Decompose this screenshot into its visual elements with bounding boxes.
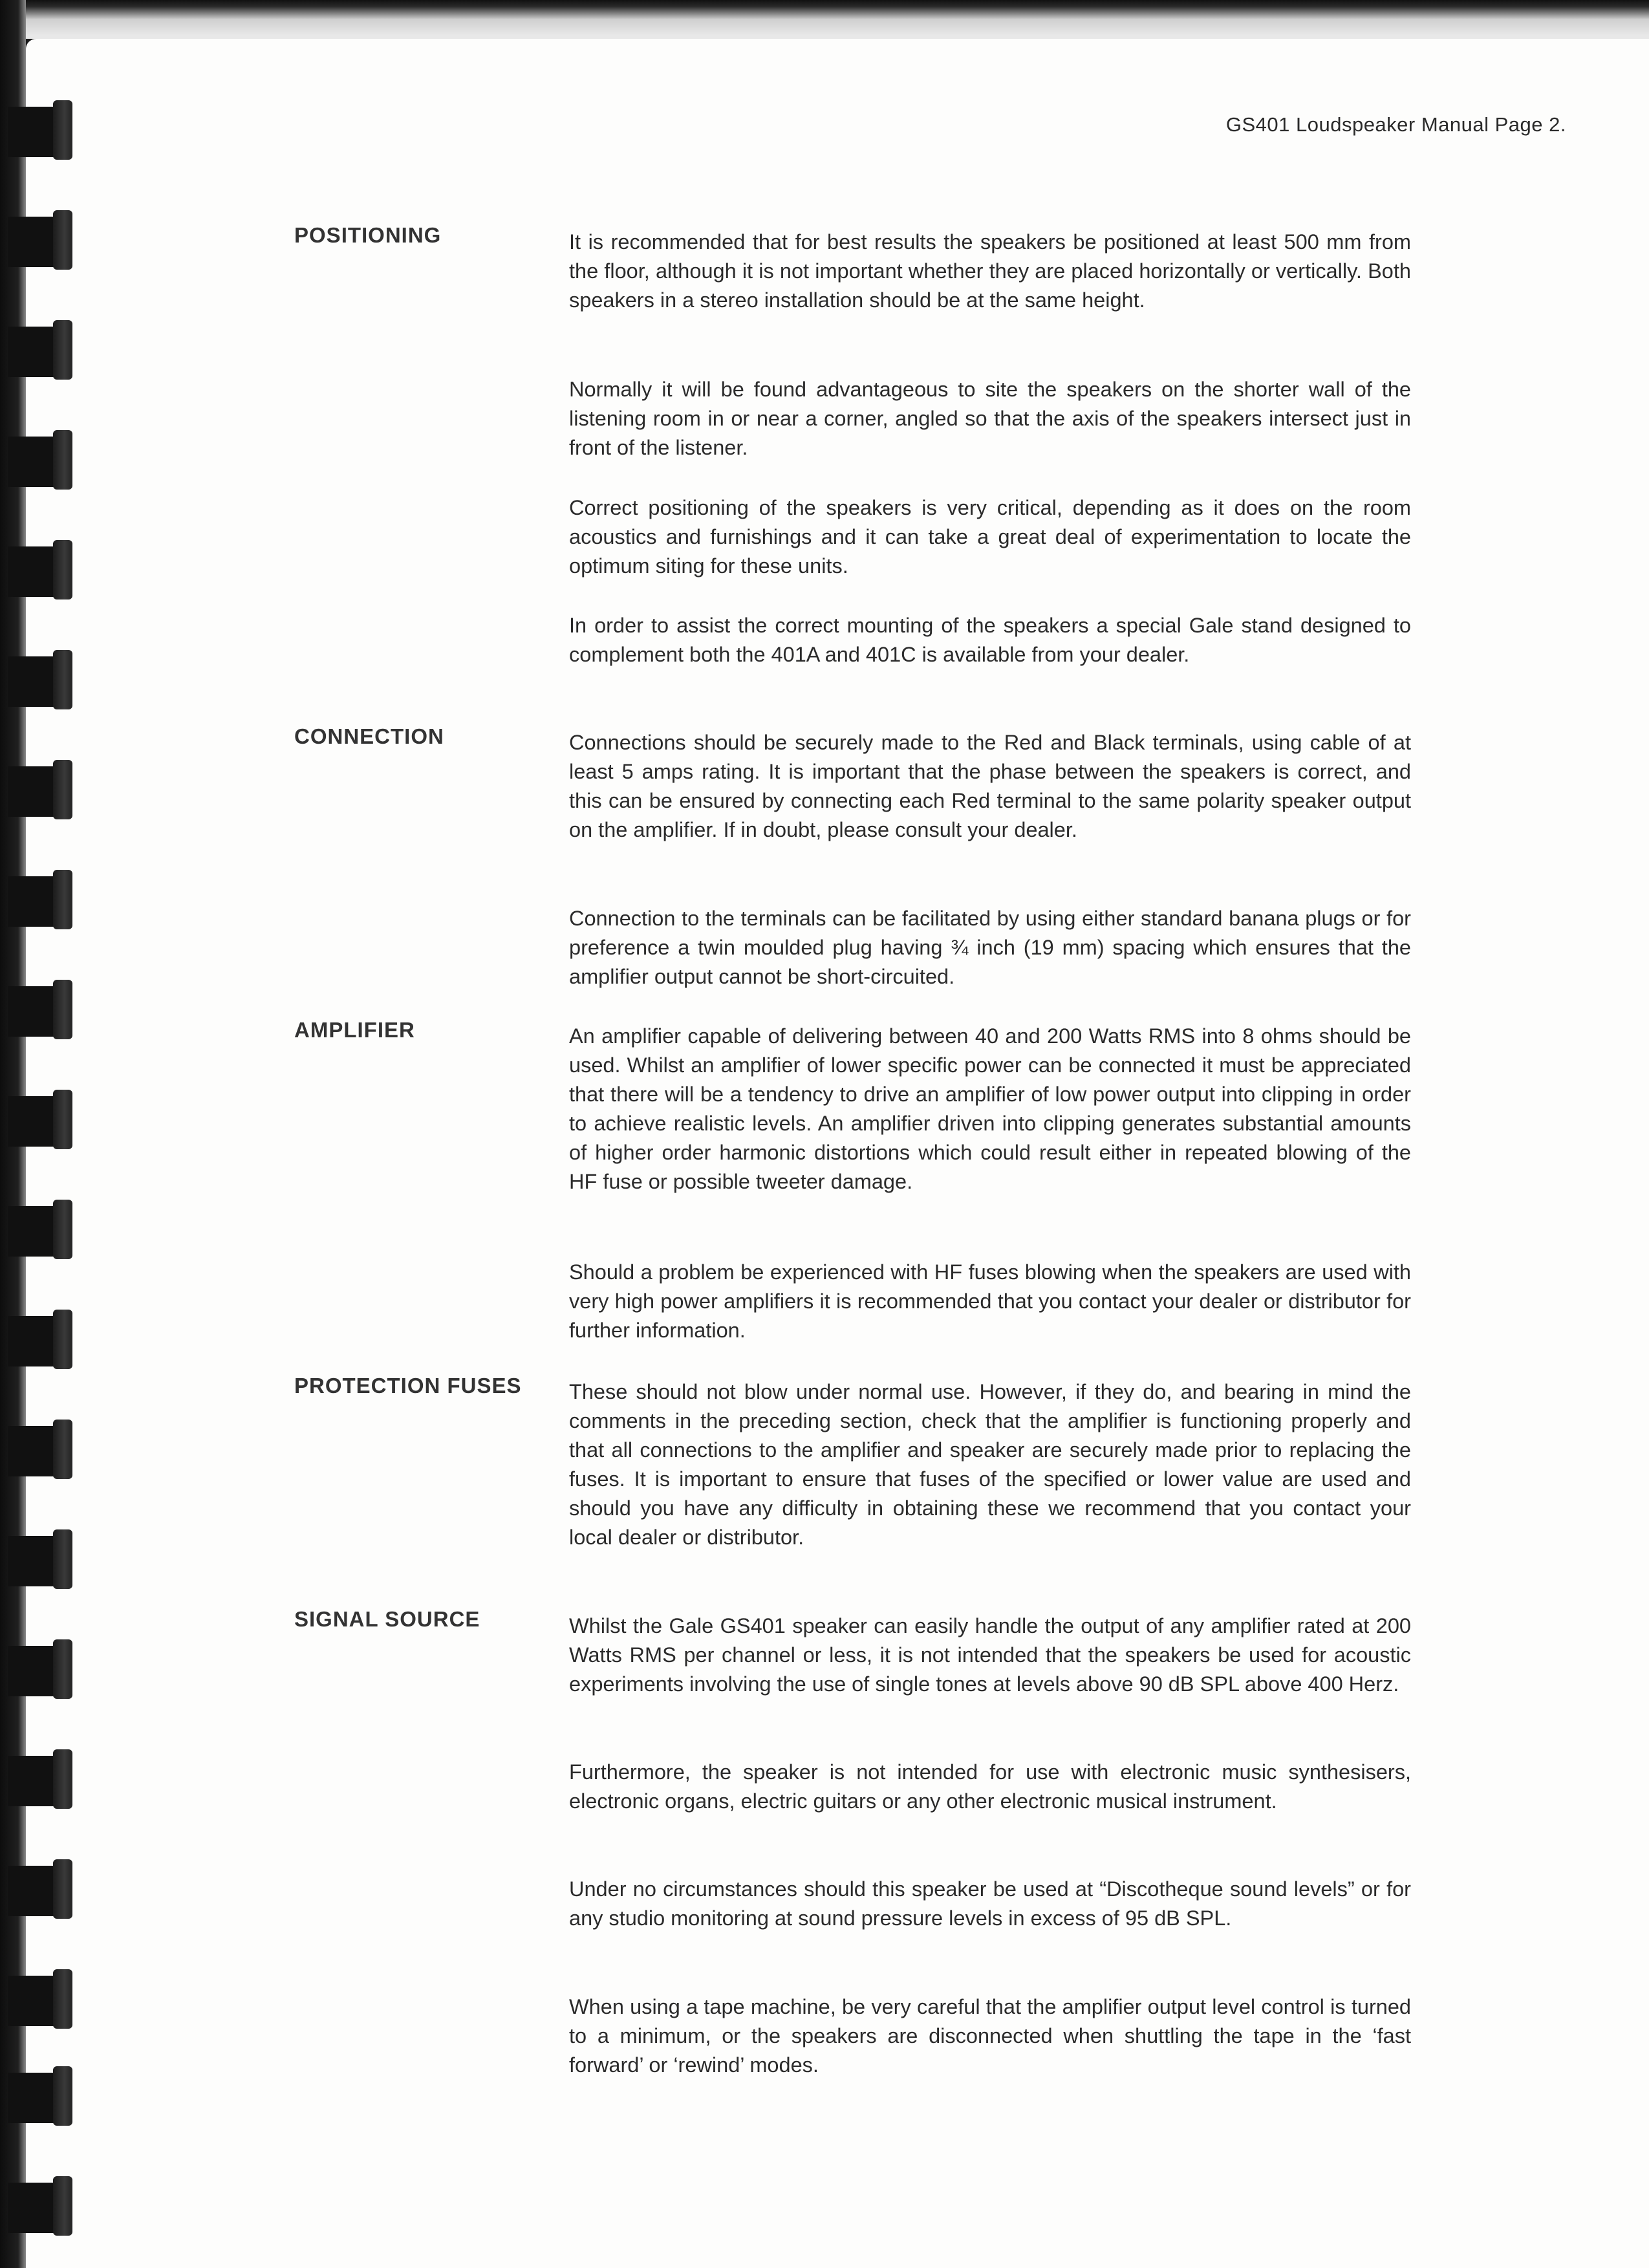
binding-ring (8, 437, 72, 487)
binding-ring (8, 546, 72, 597)
binding-ring (8, 656, 72, 707)
binding-ring (8, 1206, 72, 1257)
binding-ring (8, 986, 72, 1037)
positioning-paragraph: Normally it will be found advantageous to site the speakers on the shorter wall of the listening room in or near a corner, angled so that the axis of the speakers intersect just in front of the listener. (569, 378, 1411, 459)
section-heading-positioning: POSITIONING (294, 223, 442, 247)
binding-ring (8, 2183, 72, 2233)
binding-ring (8, 1536, 72, 1586)
binding-ring (8, 1976, 72, 2026)
section-heading-signal-source: SIGNAL SOURCE (294, 1607, 480, 1631)
scan-top-edge (0, 0, 1649, 39)
binding-ring (8, 2073, 72, 2123)
binding-ring (8, 876, 72, 927)
connection-paragraph: Connection to the terminals can be facilitated by using either standard banana plugs or for preference a twin moulded plug having ¾ inch (19 mm) spacing which ensures that the amplifier output cannot be short-circuited. (569, 907, 1411, 988)
binding-ring (8, 1096, 72, 1147)
signal-source-paragraph: Under no circumstances should this speaker be used at “Discotheque sound levels” or for any studio monitoring at sound pressure levels in excess of 95 dB SPL. (569, 1877, 1411, 1930)
amplifier-paragraph: An amplifier capable of delivering between 40 and 200 Watts RMS into 8 ohms should be used. Whilst an amplifier of lower specific power can be connected it must be appreciated that there will be a tendency to drive an amplifier of low power output into clipping in order to achieve realistic levels. An amplifier driven into clipping generates substantial amounts of higher order harmonic distortions which could result either in repeated blowing of the HF fuse or possible tweeter damage. (569, 1024, 1411, 1193)
binding-ring (8, 1426, 72, 1476)
binding-ring (8, 327, 72, 377)
signal-source-paragraph: When using a tape machine, be very careful that the amplifier output level control is turned to a minimum, or the speakers are disconnected when shuttling the tape in the ‘fast forward’ or ‘rewind’ modes. (569, 1995, 1411, 2077)
binding-ring (8, 1866, 72, 1916)
binding-ring (8, 1646, 72, 1696)
page-header: GS401 Loudspeaker Manual Page 2. (1225, 113, 1566, 136)
binding-ring (8, 217, 72, 267)
binding-ring (8, 766, 72, 817)
positioning-paragraph: Correct positioning of the speakers is very critical, depending as it does on the room acoustics and furnishings and it can take a great deal of experimentation to locate the optimum siting for these units. (569, 496, 1411, 578)
signal-source-paragraph: Furthermore, the speaker is not intended for use with electronic music synthesisers, electronic organs, electric guitars or any other electronic musical instrument. (569, 1760, 1411, 1813)
protection-fuses-paragraph: These should not blow under normal use. However, if they do, and bearing in mind the comments in the preceding section, check that the amplifier is functioning properly and that all connections to the amplifier and speaker are securely made prior to replacing the fuses. It is important to ensure that fuses of the specified or lower value are used and should you have any difficulty in obtaining these we recommend that you contact your local dealer or distributor. (569, 1380, 1411, 1549)
binding-ring (8, 1316, 72, 1366)
section-heading-amplifier: AMPLIFIER (294, 1018, 415, 1042)
section-heading-connection: CONNECTION (294, 724, 444, 748)
amplifier-paragraph: Should a problem be experienced with HF fuses blowing when the speakers are used with very high power amplifiers it is recommended that you contact your dealer or distributor for further information. (569, 1260, 1411, 1342)
binding-ring (8, 1756, 72, 1806)
positioning-paragraph: It is recommended that for best results the speakers be positioned at least 500 mm from the floor, although it is not important whether they are placed horizontally or vertically. Both speakers in a stereo installation should be at the same height. (569, 230, 1411, 312)
connection-paragraph: Connections should be securely made to the Red and Black terminals, using cable of at least 5 amps rating. It is important that the phase between the speakers is correct, and this can be ensured by connecting each Red terminal to the same polarity speaker output on the amplifier. If in doubt, please consult your dealer. (569, 731, 1411, 841)
binding-ring (8, 107, 72, 157)
positioning-paragraph: In order to assist the correct mounting of the speakers a special Gale stand designed to complement both the 401A and 401C is available from your dealer. (569, 614, 1411, 666)
signal-source-paragraph: Whilst the Gale GS401 speaker can easily handle the output of any amplifier rated at 200 Watts RMS per channel or less, it is not intended that the speakers be used for acoustic experiments involving the use of single tones at levels above 90 dB SPL above 400 Herz. (569, 1614, 1411, 1696)
section-heading-protection-fuses: PROTECTION FUSES (294, 1374, 522, 1398)
